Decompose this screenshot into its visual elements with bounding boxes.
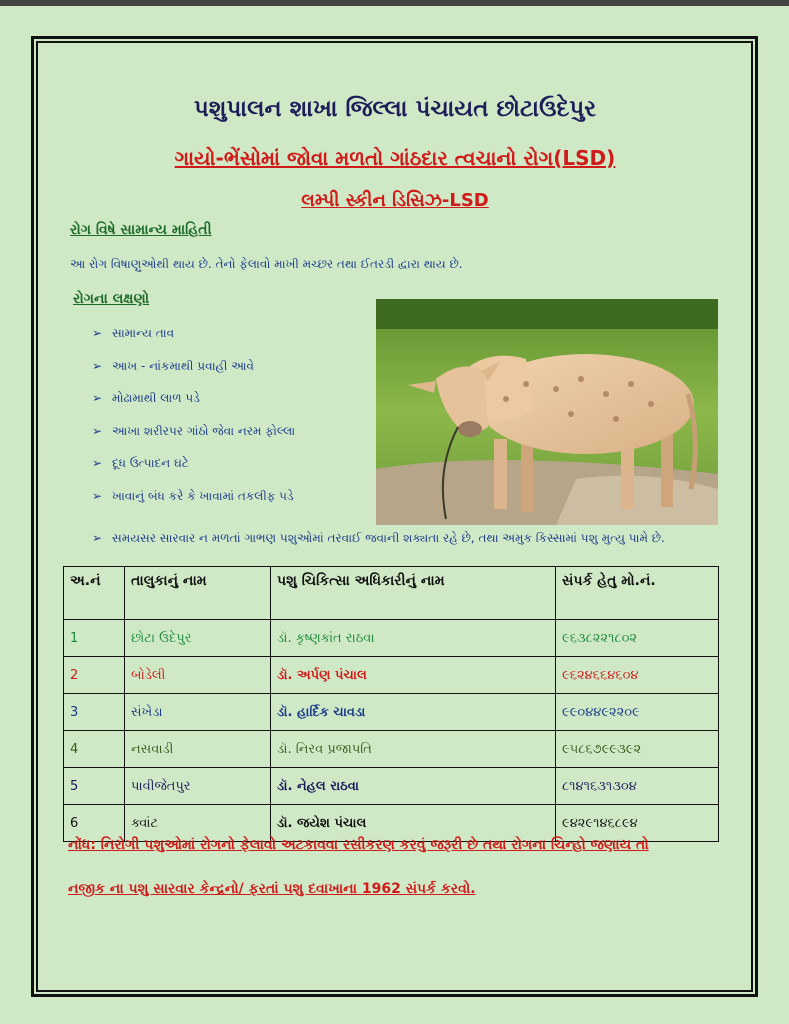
cell-serial: 2	[64, 657, 125, 694]
header-officer: પશુ ચિકિત્સા અધિકારીનું નામ	[271, 567, 556, 620]
list-item	[92, 424, 295, 457]
list-item	[92, 456, 295, 489]
list-item	[92, 326, 295, 359]
table-row	[64, 768, 719, 805]
table-row	[64, 620, 719, 657]
arrow-icon: ➢	[92, 423, 103, 438]
cell-mobile: ૯૫૮૬૭૯૯૩૯૨	[556, 731, 719, 768]
arrow-icon: ➢	[92, 358, 103, 373]
list-item	[92, 489, 295, 522]
cell-mobile: ૮૧૪૧૬૩૧૩૦૪	[556, 768, 719, 805]
cell-taluka: છોટા ઉદેપુર	[125, 620, 271, 657]
table-row	[64, 805, 719, 842]
arrow-icon: ➢	[92, 456, 103, 470]
arrow-icon: ➢	[92, 488, 103, 503]
header-taluka: તાલુકાનું નામ	[125, 567, 271, 620]
symptom-text: ખાવાનું બંધ કરે કે ખાવામાં તકલીફ પડે	[112, 488, 294, 503]
symptom-text: આખ - નાંકમાથી પ્રવાહી આવે	[112, 358, 255, 373]
table-row	[64, 694, 719, 731]
symptom-text: આખા શરીરપર ગાંઠો જેવા નરમ ફોલ્લા	[112, 423, 296, 438]
note-line-2: નજીક ના પશુ સારવાર કેન્દ્રનો/ ફરતાં પશુ દવાખાના 1962 સંપર્ક કરવો.	[68, 881, 476, 897]
arrow-icon: ➢	[92, 326, 103, 340]
symptoms-list	[92, 326, 295, 521]
cell-officer: ડૉ. અર્પણ પંચાલ	[271, 657, 556, 694]
cell-serial: 5	[64, 768, 125, 805]
cell-taluka: બોડેલી	[125, 657, 271, 694]
general-info-heading: રોગ વિષે સામાન્ય માહિતી	[70, 222, 212, 238]
cell-officer: ડૉ. નેહલ રાઠવા	[271, 768, 556, 805]
page-title: પશુપાલન શાખા જિલ્લા પંચાયત છોટાઉદેપુર	[193, 96, 597, 122]
disease-name: લમ્પી સ્કીન ડિસિઝ-LSD	[301, 190, 489, 211]
header-serial: અ.નં	[64, 567, 125, 620]
header-mobile: સંપર્ક હેતુ મો.નં.	[556, 567, 719, 620]
cell-officer: ડૉ. કૃષ્ણકાંત રાઠવા	[271, 620, 556, 657]
mortality-text: સમયસર સારવાર ન મળતાં ગાભણ પશુઓમાં તરવાઈ જવાની શક્યતા રહે છે, તથા અમુક કિસ્સામાં પશુ મુત્યુ પામે છે.	[112, 531, 665, 545]
top-bar	[0, 0, 789, 6]
arrow-icon: ➢	[92, 531, 103, 545]
cell-taluka: સંખેડા	[125, 694, 271, 731]
mortality-point	[92, 531, 665, 546]
cell-mobile: ૯૬૨૪૬૬૪૬૦૪	[556, 657, 719, 694]
table-row	[64, 731, 719, 768]
cell-serial: 3	[64, 694, 125, 731]
cell-officer: ડૉ. હાર્દિક ચાવડા	[271, 694, 556, 731]
cell-serial: 1	[64, 620, 125, 657]
cell-officer: ડૉ. નિરવ પ્રજાપતિ	[271, 731, 556, 768]
cell-taluka: ક્વાંટ	[125, 805, 271, 842]
cell-taluka: પાવીજેતપુર	[125, 768, 271, 805]
cell-serial: 4	[64, 731, 125, 768]
general-info-text: આ રોગ વિષાણુઓથી થાય છે. તેનો ફેલાવો માખી મચ્છર તથા ઈતરડી દ્વારા થાય છે.	[70, 257, 463, 271]
list-item	[92, 391, 295, 424]
cell-serial: 6	[64, 805, 125, 842]
cell-mobile: ૯૯૦૪૪૯૨૨૦૯	[556, 694, 719, 731]
symptom-text: દૂધ ઉત્પાદન ઘટે	[112, 456, 189, 470]
cell-mobile: ૯૪૨૯૧૪૬૮૯૪	[556, 805, 719, 842]
symptom-text: મોઢામાથી લાળ પડે	[112, 391, 200, 405]
cow-photo	[376, 299, 718, 525]
page-subtitle: ગાયો-ભેંસોમાં જોવા મળતો ગાંઠદાર ત્વચાનો રોગ(LSD)	[174, 146, 616, 170]
note-line-1: નોંધ: નિરોગી પશુઓમાં રોગનો ફેલાવો અટકાવવા રસીકરણ કરવું જરૂરી છે તથા રોગના ચિન્હો જણાય તો	[68, 837, 649, 853]
contacts-table	[63, 566, 719, 842]
table-header-row	[64, 567, 719, 620]
list-item	[92, 359, 295, 392]
cell-mobile: ૯૬૩૮૨૨૧૮૦૨	[556, 620, 719, 657]
symptoms-heading: રોગના લક્ષણો	[73, 291, 150, 307]
cell-officer: ડૉ. જયેશ પંચાલ	[271, 805, 556, 842]
arrow-icon: ➢	[92, 391, 103, 405]
cell-taluka: નસવાડી	[125, 731, 271, 768]
symptom-text: સામાન્ય તાવ	[112, 326, 175, 340]
table-row	[64, 657, 719, 694]
